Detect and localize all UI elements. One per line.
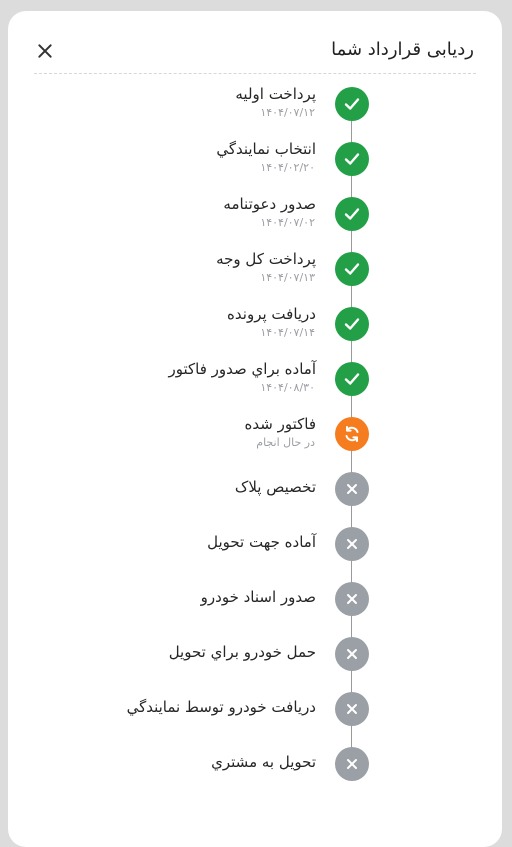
x-icon <box>335 527 369 561</box>
timeline-step <box>8 360 502 400</box>
step-label: پرداخت کل وجه <box>216 250 316 268</box>
timeline-step <box>8 525 502 565</box>
refresh-icon <box>335 417 369 451</box>
step-status: در حال انجام <box>256 436 315 449</box>
timeline-step <box>8 690 502 730</box>
header-divider <box>34 73 476 74</box>
close-icon[interactable] <box>35 41 55 61</box>
timeline-step <box>8 305 502 345</box>
check-icon <box>335 197 369 231</box>
x-icon <box>335 582 369 616</box>
step-label: دريافت پرونده <box>227 305 316 323</box>
timeline-step <box>8 415 502 455</box>
timeline-step <box>8 250 502 290</box>
check-icon <box>335 362 369 396</box>
step-label: تحويل به مشتري <box>211 753 316 771</box>
check-icon <box>335 252 369 286</box>
step-label: پرداخت اوليه <box>235 85 316 103</box>
step-date: ۱۴۰۴/۰۸/۳۰ <box>260 381 315 394</box>
timeline-step <box>8 85 502 125</box>
step-label: دريافت خودرو توسط نمايندگي <box>126 698 316 716</box>
step-date: ۱۴۰۴/۰۷/۰۲ <box>260 216 315 229</box>
step-date: ۱۴۰۴/۰۲/۲۰ <box>260 161 315 174</box>
step-label: فاکتور شده <box>244 415 316 433</box>
step-label: انتخاب نمايندگي <box>216 140 316 158</box>
step-date: ۱۴۰۴/۰۷/۱۲ <box>260 106 315 119</box>
check-icon <box>335 307 369 341</box>
timeline-step <box>8 140 502 180</box>
x-icon <box>335 472 369 506</box>
x-icon <box>335 637 369 671</box>
step-label: صدور دعوتنامه <box>223 195 316 213</box>
step-date: ۱۴۰۴/۰۷/۱۴ <box>260 326 315 339</box>
step-date: ۱۴۰۴/۰۷/۱۳ <box>260 271 315 284</box>
step-label: آماده براي صدور فاکتور <box>168 360 316 378</box>
check-icon <box>335 87 369 121</box>
modal-title: ردیابی قرارداد شما <box>331 39 474 60</box>
timeline-step <box>8 745 502 785</box>
step-label: حمل خودرو براي تحويل <box>168 643 316 661</box>
step-label: آماده جهت تحويل <box>207 533 316 551</box>
timeline-step <box>8 635 502 675</box>
check-icon <box>335 142 369 176</box>
timeline-step <box>8 195 502 235</box>
x-icon <box>335 692 369 726</box>
timeline-step <box>8 470 502 510</box>
x-icon <box>335 747 369 781</box>
step-label: تخصيص پلاک <box>234 478 316 496</box>
step-label: صدور اسناد خودرو <box>200 588 316 606</box>
tracking-modal <box>8 11 502 847</box>
timeline-step <box>8 580 502 620</box>
